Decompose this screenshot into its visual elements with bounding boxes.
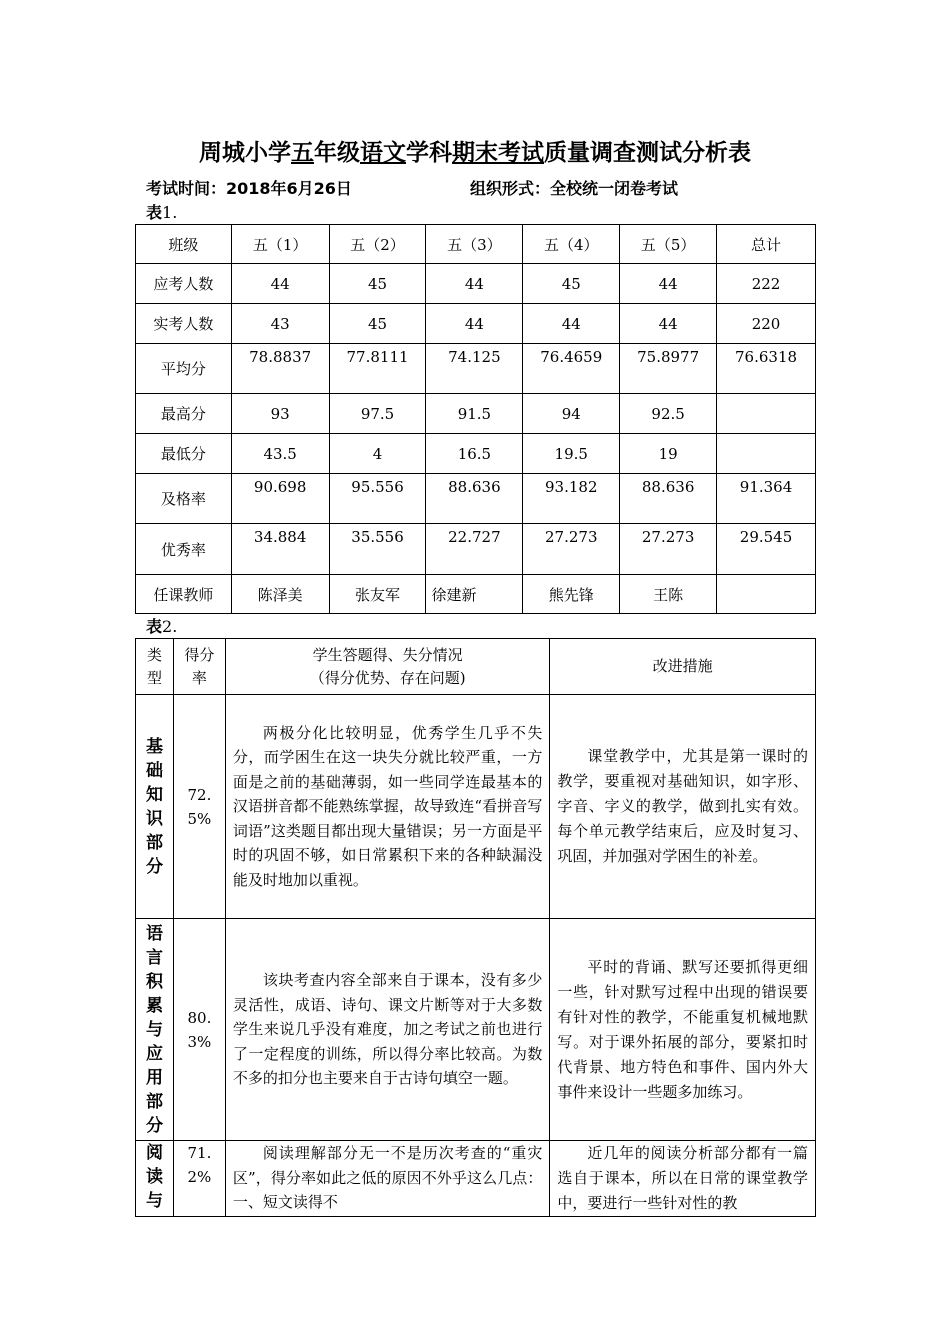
title-school: 周城小学 (199, 140, 291, 166)
table-cell: 97.5 (329, 394, 426, 434)
analysis-table (135, 638, 816, 1217)
table2-header-row (136, 639, 816, 695)
table-row (136, 1141, 816, 1217)
row-rate (173, 695, 225, 919)
title-subject: 语文 (360, 140, 406, 166)
table-cell: 王陈 (620, 575, 717, 614)
table-cell: 16.5 (426, 434, 523, 474)
table-row (136, 264, 816, 304)
row-label: 最低分 (136, 434, 232, 474)
header-cell: 班级 (136, 225, 232, 264)
table-row (136, 919, 816, 1141)
table-cell: 熊先锋 (523, 575, 620, 614)
table2-label-num: 2. (162, 617, 178, 636)
row-rate-text: 71.2% (187, 1144, 212, 1186)
table-cell: 27.273 (620, 524, 717, 575)
table-row (136, 394, 816, 434)
table-cell: 44 (620, 264, 717, 304)
header-situation-line1: 学生答题得、失分情况 (312, 645, 463, 664)
table2-label (146, 614, 177, 637)
table-cell: 222 (717, 264, 816, 304)
row-label: 最高分 (136, 394, 232, 434)
table-cell: 93 (231, 394, 329, 434)
row-situation: 阅读理解部分无一不是历次考查的“重灾区”，得分率如此之低的原因不外乎这么几点：一、短文读得不 (225, 1141, 549, 1217)
row-measures: 平时的背诵、默写还要抓得更细一些，针对默写过程中出现的错误要有针对性的教学，不能重复机械地默写。对于课外拓展的部分，要紧扣时代背景、地方特色和事件、国内外大事件来设计一些题多加练习。 (550, 919, 816, 1141)
title-exam: 期末考试 (452, 140, 544, 166)
table-cell: 93.182 (523, 474, 620, 524)
table-row (136, 344, 816, 394)
table-cell: 88.636 (426, 474, 523, 524)
header-cell: 五（4） (523, 225, 620, 264)
table-cell: 94 (523, 394, 620, 434)
table-cell: 27.273 (523, 524, 620, 575)
table-cell: 92.5 (620, 394, 717, 434)
table-cell (717, 394, 816, 434)
exam-form: 组织形式：全校统一闭卷考试 (470, 179, 679, 198)
table1-header-row (136, 225, 816, 264)
row-measures: 课堂教学中，尤其是第一课时的教学，要重视对基础知识，如字形、字音、字义的教学，做到扎实有效。每个单元教学结束后，应及时复习、巩固，并加强对学困生的补差。 (550, 695, 816, 919)
table-cell: 45 (523, 264, 620, 304)
row-situation: 该块考查内容全部来自于课本，没有多少灵活性，成语、诗句、课文片断等对于大多数学生来说几乎没有难度，加之考试之前也进行了一定程度的训练，所以得分率比较高。为数不多的扣分也主要来自于古诗句填空一题。 (225, 919, 549, 1141)
title-rest: 质量调查测试分析表 (544, 140, 751, 166)
table-cell: 75.8977 (620, 344, 717, 394)
table-cell: 77.8111 (329, 344, 426, 394)
row-rate-text: 72.5% (187, 785, 212, 828)
table-cell: 徐建新 (426, 575, 523, 614)
table-row (136, 474, 816, 524)
table-cell: 35.556 (329, 524, 426, 575)
table-cell: 陈泽美 (231, 575, 329, 614)
table-cell: 22.727 (426, 524, 523, 575)
page-title (0, 134, 950, 167)
table-row (136, 304, 816, 344)
table-cell: 220 (717, 304, 816, 344)
table-cell: 91.5 (426, 394, 523, 434)
row-label: 及格率 (136, 474, 232, 524)
row-type (136, 919, 174, 1141)
header-rate-text: 得分率 (184, 645, 215, 687)
table-cell: 44 (426, 264, 523, 304)
table-cell: 88.636 (620, 474, 717, 524)
row-type-text: 基础知识部分 (145, 736, 163, 877)
header-measures: 改进措施 (550, 639, 816, 695)
row-type-text: 语言积累与应用部分 (145, 923, 163, 1136)
table-cell: 张友军 (329, 575, 426, 614)
row-label: 优秀率 (136, 524, 232, 575)
title-subject-suffix: 学科 (406, 140, 452, 166)
row-label: 应考人数 (136, 264, 232, 304)
row-label: 实考人数 (136, 304, 232, 344)
row-type-text: 阅读与 (145, 1143, 163, 1211)
table1-label-bold: 表 (146, 203, 163, 222)
exam-time: 考试时间：2018年6月26日 (146, 179, 352, 198)
table-cell: 74.125 (426, 344, 523, 394)
table-cell: 19.5 (523, 434, 620, 474)
table-row (136, 524, 816, 575)
row-rate (173, 919, 225, 1141)
header-cell: 总计 (717, 225, 816, 264)
table-cell: 19 (620, 434, 717, 474)
table-cell (717, 434, 816, 474)
table-cell: 78.8837 (231, 344, 329, 394)
header-cell: 五（2） (329, 225, 426, 264)
header-type-text: 类型 (146, 645, 162, 687)
table-cell: 29.545 (717, 524, 816, 575)
row-label: 任课教师 (136, 575, 232, 614)
table-row (136, 695, 816, 919)
header-situation-line2: （得分优势、存在问题) (309, 668, 466, 687)
table-cell: 4 (329, 434, 426, 474)
title-grade-suffix: 年级 (314, 140, 360, 166)
row-type (136, 1141, 174, 1217)
table-cell: 44 (620, 304, 717, 344)
table1-label-num: 1. (162, 203, 178, 222)
header-situation (225, 639, 549, 695)
header-cell: 五（5） (620, 225, 717, 264)
row-type (136, 695, 174, 919)
header-type (136, 639, 174, 695)
table-cell: 45 (329, 264, 426, 304)
table-cell: 43 (231, 304, 329, 344)
row-label: 平均分 (136, 344, 232, 394)
table-cell: 44 (426, 304, 523, 344)
table-row (136, 434, 816, 474)
table-cell: 43.5 (231, 434, 329, 474)
table-cell: 76.6318 (717, 344, 816, 394)
header-rate (173, 639, 225, 695)
row-rate-text: 80.3% (187, 1008, 212, 1051)
table-cell: 34.884 (231, 524, 329, 575)
title-grade: 五 (291, 140, 314, 166)
table-cell: 95.556 (329, 474, 426, 524)
table-cell: 76.4659 (523, 344, 620, 394)
header-cell: 五（3） (426, 225, 523, 264)
table-cell: 45 (329, 304, 426, 344)
header-cell: 五（1） (231, 225, 329, 264)
class-stats-table (135, 224, 816, 614)
table2-label-bold: 表 (146, 617, 163, 636)
row-rate (173, 1141, 225, 1217)
table-cell: 44 (231, 264, 329, 304)
table-cell (717, 575, 816, 614)
table1-label (146, 200, 177, 223)
table-cell: 91.364 (717, 474, 816, 524)
table-row (136, 575, 816, 614)
row-situation: 两极分化比较明显，优秀学生几乎不失分，而学困生在这一块失分就比较严重，一方面是之前的基础薄弱，如一些同学连最基本的汉语拼音都不能熟练掌握，故导致连“看拼音写词语”这类题目都出现大量错误；另一方面是平时的巩固不够，如日常累积下来的各种缺漏没能及时地加以重视。 (225, 695, 549, 919)
table-cell: 90.698 (231, 474, 329, 524)
table-cell: 44 (523, 304, 620, 344)
row-measures: 近几年的阅读分析部分都有一篇选自于课本，所以在日常的课堂教学中，要进行一些针对性的教 (550, 1141, 816, 1217)
